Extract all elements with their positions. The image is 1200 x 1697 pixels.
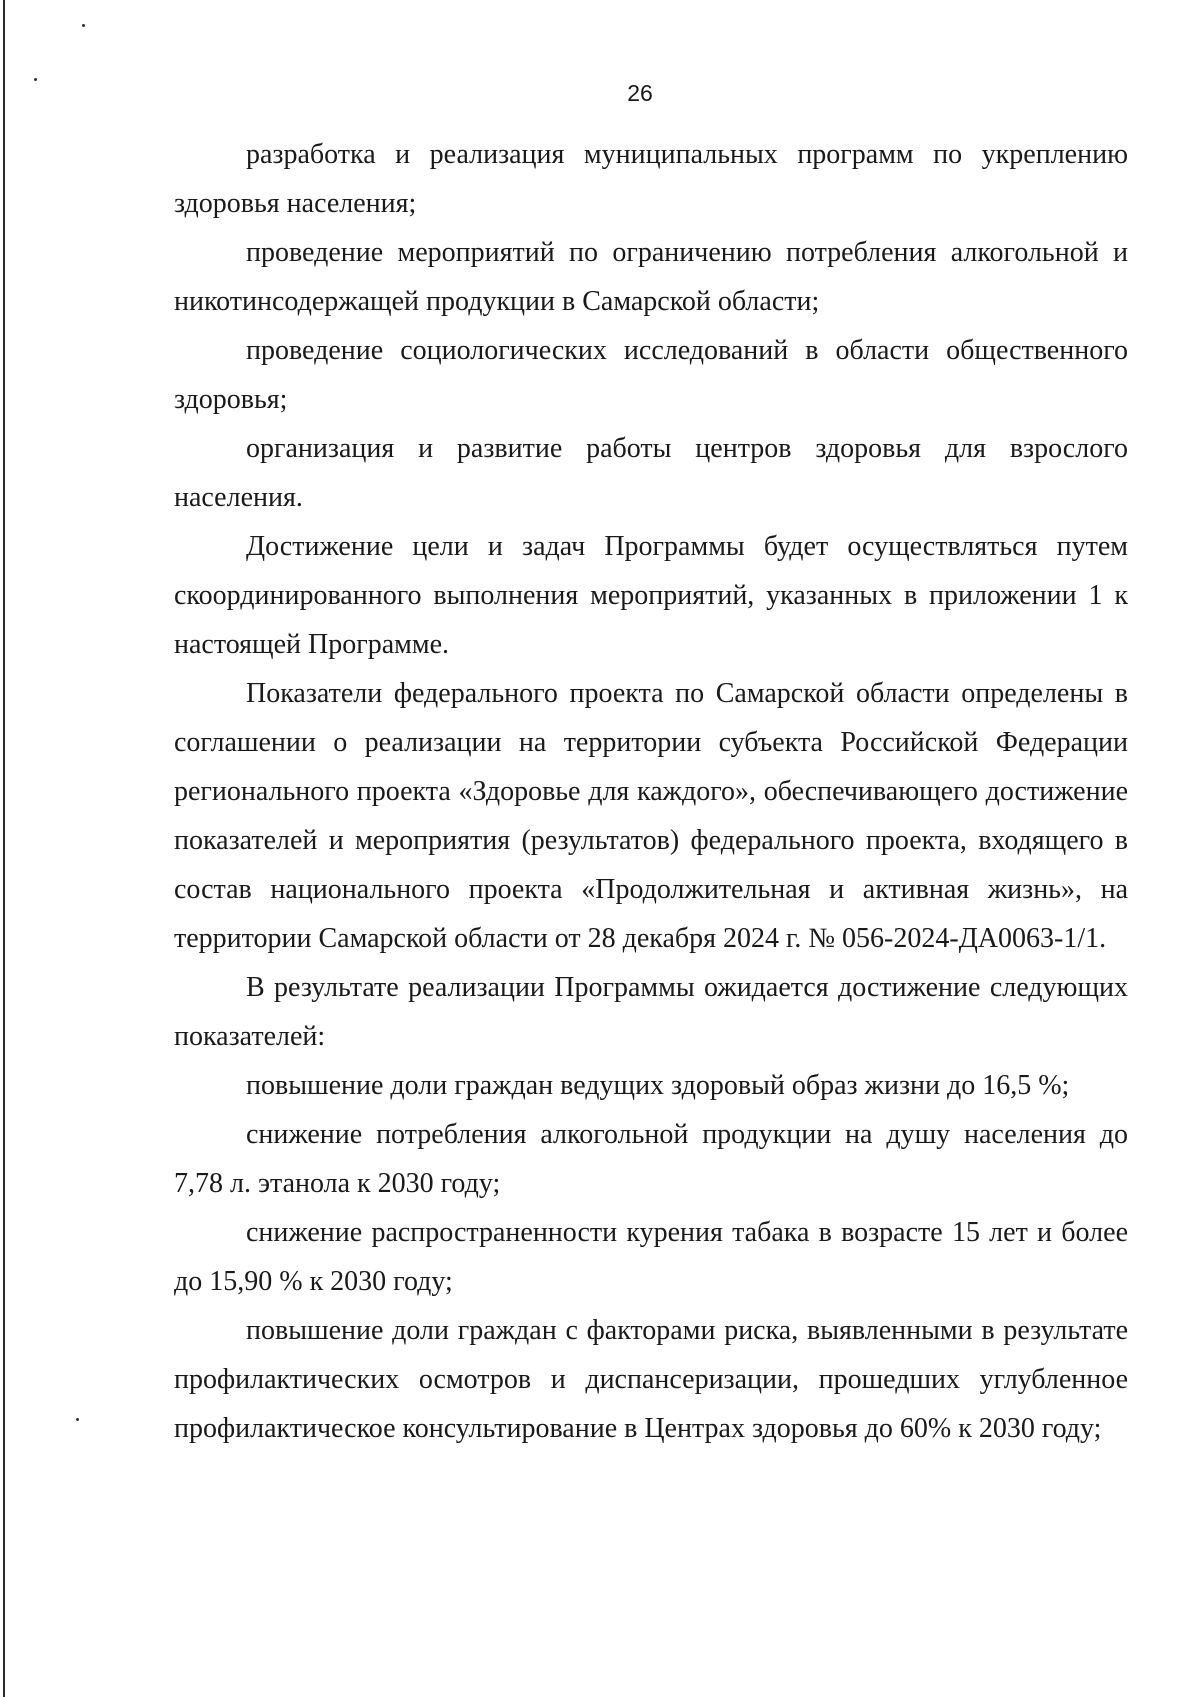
paragraph: снижение распространенности курения табака в возрасте 15 лет и более до 15,90 % к 2030 году;	[174, 1217, 1128, 1297]
paragraph: повышение доли граждан с факторами риска, выявленными в результате профилактических осмотров и диспансеризации, прошедших углубленное профилактическое консультирование в Центрах здоровья до 60% к 2030 году;	[174, 1315, 1128, 1444]
scan-speck	[76, 1418, 79, 1421]
scan-speck	[82, 24, 85, 27]
document-body	[174, 130, 1128, 1453]
paragraph: организация и развитие работы центров здоровья для взрослого населения.	[174, 433, 1128, 513]
paragraph: разработка и реализация муниципальных программ по укреплению здоровья населения;	[174, 139, 1128, 219]
scan-border-line	[3, 0, 5, 1697]
page-number: 26	[627, 80, 653, 106]
paragraph: снижение потребления алкогольной продукции на душу населения до 7,78 л. этанола к 2030 году;	[174, 1119, 1128, 1199]
paragraph: проведение мероприятий по ограничению потребления алкогольной и никотинсодержащей продукции в Самарской области;	[174, 237, 1128, 317]
paragraph: В результате реализации Программы ожидается достижение следующих показателей:	[174, 972, 1128, 1052]
paragraph: повышение доли граждан ведущих здоровый образ жизни до 16,5 %;	[246, 1070, 1070, 1101]
paragraph: Показатели федерального проекта по Самарской области определены в соглашении о реализации на территории субъекта Российской Федерации регионального проекта «Здоровье для каждого», обеспечивающего достижение показателей и мероприятия (результатов) федерального проекта, входящего в состав национального проекта «Продолжительная и активная жизнь», на территории Самарской области от 28 декабря 2024 г. № 056-2024-ДА0063-1/1.	[174, 678, 1128, 954]
paragraph: Достижение цели и задач Программы будет осуществляться путем скоординированного выполнения мероприятий, указанных в приложении 1 к настоящей Программе.	[174, 531, 1128, 660]
paragraph: проведение социологических исследований в области общественного здоровья;	[174, 335, 1128, 415]
